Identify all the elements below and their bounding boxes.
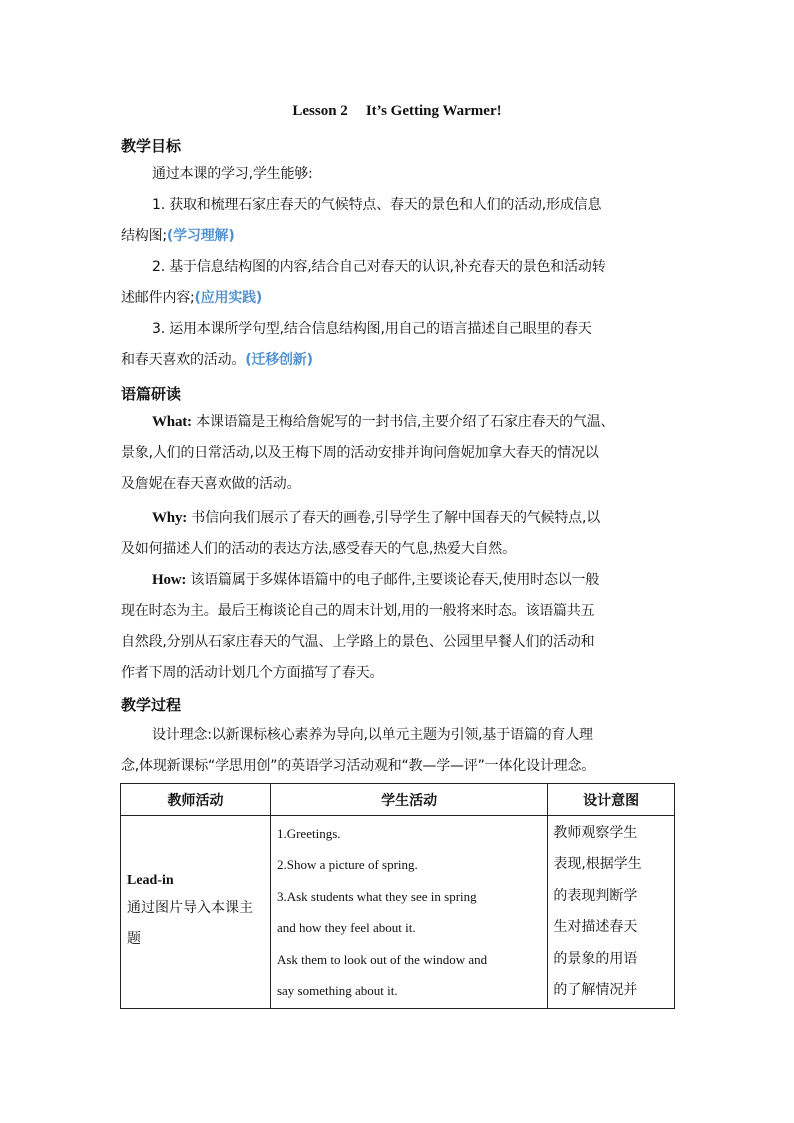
lesson-number: Lesson 2: [292, 103, 348, 119]
what-line-2: 景象,人们的日常活动,以及王梅下周的活动安排并询问詹妮加拿大春天的情况以: [121, 445, 599, 461]
header-teacher-activity: 教师活动: [121, 784, 271, 816]
text-analysis-heading: 语篇研读: [121, 385, 182, 403]
student-line: 1.Greetings.: [276, 826, 341, 841]
objective-1-cont: [121, 221, 678, 252]
lead-in-desc-line-2: 题: [127, 931, 141, 948]
objective-2-line-1: 2. 基于信息结构图的内容,结合自己对春天的认识,补充春天的景色和活动转: [152, 259, 606, 275]
objective-1-tag: (学习理解): [166, 228, 235, 244]
how-line-3: 自然段,分别从石家庄春天的气温、上学路上的景色、公园里早餐人们的活动和: [121, 634, 595, 650]
what-line-1: 本课语篇是王梅给詹妮写的一封书信,主要介绍了石家庄春天的气温、: [191, 414, 615, 430]
lead-in-title: Lead-in: [127, 873, 174, 889]
student-line: 3.Ask students what they see in spring: [276, 888, 477, 904]
what-cont: [121, 438, 678, 500]
why-label: Why:: [152, 510, 188, 526]
lesson-title: [0, 103, 794, 120]
intent-line: 教师观察学生: [553, 825, 638, 841]
objectives-heading: 教学目标: [121, 137, 182, 155]
student-line: Ask them to look out of the window and: [276, 951, 488, 967]
why-paragraph: [121, 503, 678, 534]
how-paragraph: [121, 565, 678, 596]
intent-line: 表现,根据学生: [553, 856, 642, 873]
design-intent-cell: [548, 816, 675, 1009]
lesson-plan-table: [120, 783, 675, 1009]
header-student-activity: 学生活动: [270, 784, 547, 816]
what-label: What:: [152, 414, 192, 430]
objective-3: [121, 314, 678, 345]
student-line: say something about it.: [276, 983, 398, 999]
header-design-intent: 设计意图: [548, 784, 675, 816]
objective-1-line-2: 结构图;: [121, 228, 167, 244]
student-line: 2.Show a picture of spring.: [276, 857, 418, 873]
process-paragraph: [121, 720, 678, 751]
student-activity-cell: [270, 816, 547, 1009]
why-line-2: 及如何描述人们的活动的表达方法,感受春天的气息,热爱大自然。: [121, 541, 516, 557]
objective-3-tag: (迁移创新): [245, 352, 313, 368]
objective-3-cont: [121, 345, 678, 376]
intent-line: 生对描述春天: [553, 919, 638, 936]
process-line-1: 设计理念:以新课标核心素养为导向,以单元主题为引领,基于语篇的育人理: [152, 727, 593, 743]
objective-2-tag: (应用实践): [194, 290, 263, 306]
objective-1-line-1: 1. 获取和梳理石家庄春天的气候特点、春天的景色和人们的活动,形成信息: [152, 197, 602, 213]
table-header-row: [121, 784, 675, 816]
objectives-intro: 通过本课的学习,学生能够:: [152, 166, 313, 182]
how-label: How:: [152, 572, 187, 588]
why-cont: [121, 534, 678, 565]
objective-3-line-1: 3. 运用本课所学句型,结合信息结构图,用自己的语言描述自己眼里的春天: [152, 321, 592, 337]
table-row: [121, 816, 675, 1009]
intent-line: 的表现判断学: [553, 887, 638, 904]
process-cont: [121, 751, 678, 782]
why-line-1: 书信向我们展示了春天的画卷,引导学生了解中国春天的气候特点,以: [187, 510, 600, 526]
process-heading: 教学过程: [121, 696, 182, 714]
lead-in-desc-line-1: 通过图片导入本课主: [127, 900, 253, 917]
objective-2-cont: [121, 283, 678, 314]
how-line-4: 作者下周的活动计划几个方面描写了春天。: [121, 665, 384, 681]
lesson-name: It’s Getting Warmer!: [365, 103, 502, 119]
intent-line: 的景象的用语: [553, 950, 638, 967]
how-cont: [121, 596, 678, 689]
objective-3-line-2: 和春天喜欢的活动。: [121, 352, 246, 368]
how-line-2: 现在时态为主。最后王梅谈论自己的周末计划,用的一般将来时态。该语篇共五: [121, 603, 595, 619]
what-paragraph: [121, 407, 678, 438]
objective-2-line-2: 述邮件内容;: [121, 290, 195, 306]
objectives-body: [121, 159, 678, 221]
what-line-3: 及詹妮在春天喜欢做的活动。: [121, 476, 301, 492]
intent-line: 的了解情况并: [553, 982, 638, 999]
how-line-1: 该语篇属于多媒体语篇中的电子邮件,主要谈论春天,使用时态以一般: [186, 572, 600, 588]
student-line: and how they feel about it.: [276, 920, 416, 936]
process-line-2: 念,体现新课标“学思用创”的英语学习活动观和“教—学—评”一体化设计理念。: [121, 758, 596, 774]
objective-2: [121, 252, 678, 283]
teacher-activity-cell: [121, 816, 271, 1009]
